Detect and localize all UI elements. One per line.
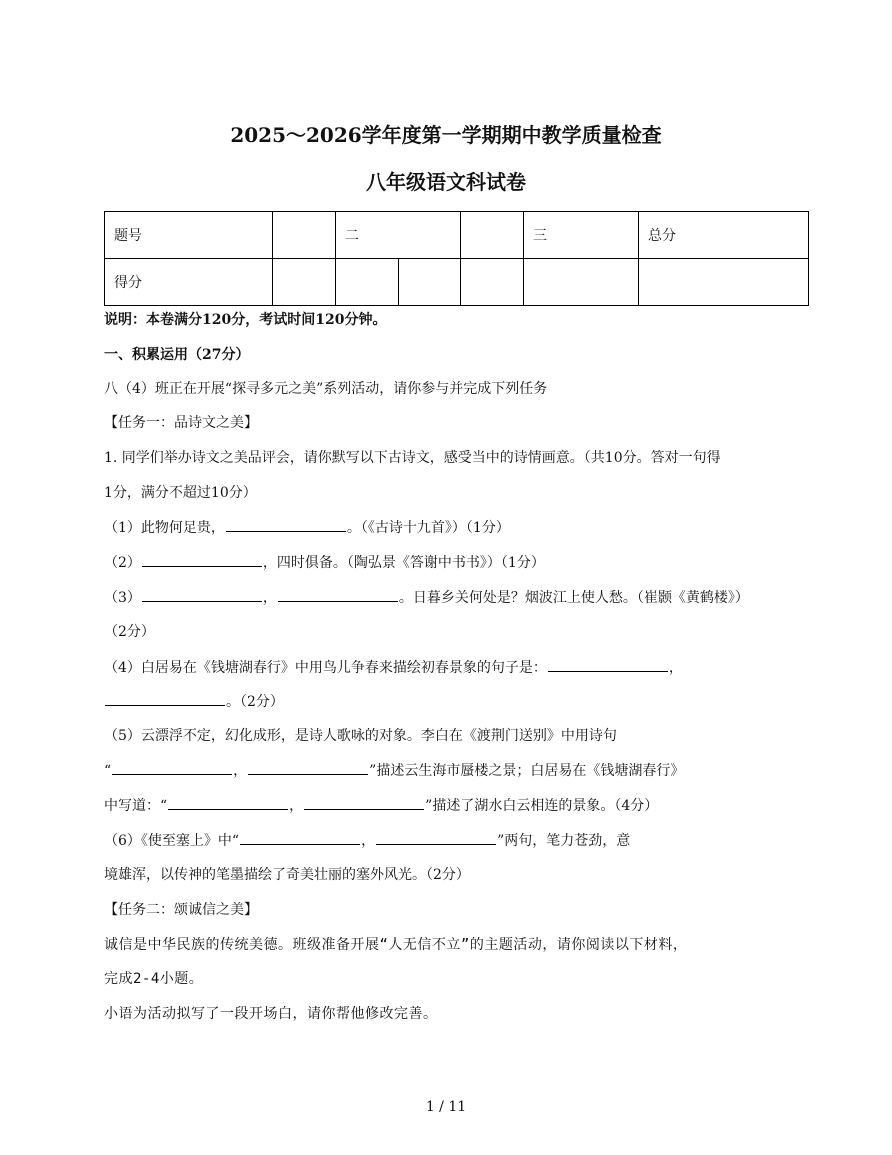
material-instruction: 小语为活动拟写了一段开场白，请你帮他修改完善。: [104, 1006, 438, 1022]
activity-intro: 八（4）班正在开展“探寻多元之美”系列活动，请你参与并完成下列任务: [104, 381, 548, 397]
answer-blank[interactable]: [240, 830, 360, 845]
score-cell: [399, 259, 461, 306]
question-1-5: （5）云漂浮不定，幻化成形，是诗人歌咏的对象。李白在《渡荆门送别》中用诗句: [104, 728, 617, 744]
question-1-1: （1）此物何足贵， 。（《古诗十九首》）（1分）: [104, 517, 510, 538]
header-cell-three: 三: [524, 212, 639, 259]
score-cell: [273, 259, 336, 306]
question-1-4: （4）白居易在《钱塘湖春行》中用鸟儿争春来描绘初春景象的句子是： ，: [104, 657, 683, 678]
question-1-4-cont: 。（2分）: [104, 691, 284, 712]
score-table-score-row: [105, 259, 809, 306]
score-table: [104, 211, 809, 306]
score-cell: [461, 259, 524, 306]
question-1-5-line2: “ ， ”描述云生海市蜃楼之景；白居易在《钱塘湖春行》: [104, 760, 684, 781]
question-1-6-cont: 境雄浑，以传神的笔墨描绘了奇美壮丽的塞外风光。（2分）: [104, 867, 470, 883]
answer-blank[interactable]: [105, 691, 225, 706]
header-cell-two: 二: [336, 212, 461, 259]
answer-blank[interactable]: [112, 760, 232, 775]
question-1-2: （2） ，四时俱备。（陶弘景《答谢中书书》）（1分）: [104, 552, 545, 573]
score-table-header-row: [105, 212, 809, 259]
score-cell-label: 得分: [105, 259, 273, 306]
material-text-cont: 完成2-4小题。: [104, 971, 204, 987]
score-cell: [524, 259, 639, 306]
answer-blank[interactable]: [376, 830, 496, 845]
answer-blank[interactable]: [226, 517, 346, 532]
answer-blank[interactable]: [278, 587, 398, 602]
exam-subtitle: 八年级语文科试卷: [366, 170, 526, 194]
question-1-3: （3） ， 。日暮乡关何处是？烟波江上使人愁。（崔颢《黄鹤楼》）: [104, 587, 749, 608]
header-cell-blank: [461, 212, 524, 259]
section-heading: 一、积累运用（27分）: [104, 347, 250, 363]
question-1-5-line3: 中写道：“ ， ”描述了湖水白云相连的景象。（4分）: [104, 795, 658, 816]
question-1-text: 1. 同学们举办诗文之美品评会，请你默写以下古诗文，感受当中的诗情画意。（共10分。答对一句得: [104, 450, 721, 466]
answer-blank[interactable]: [142, 587, 262, 602]
material-text: 诚信是中华民族的传统美德。班级准备开展“人无信不立”的主题活动，请你阅读以下材料，: [104, 937, 688, 953]
task-one-heading: 【任务一：品诗文之美】: [104, 415, 258, 431]
header-cell-total: 总分: [639, 212, 809, 259]
score-cell-total: [639, 259, 809, 306]
answer-blank[interactable]: [548, 657, 668, 672]
answer-blank[interactable]: [168, 795, 288, 810]
task-two-heading: 【任务二：颂诚信之美】: [104, 902, 258, 918]
answer-blank[interactable]: [304, 795, 424, 810]
page-number: 1 / 11: [425, 1099, 467, 1115]
header-cell-item: 题号: [105, 212, 273, 259]
question-1-3-score: （2分）: [104, 624, 155, 640]
answer-blank[interactable]: [248, 760, 368, 775]
exam-note: 说明：本卷满分120分，考试时间120分钟。: [104, 312, 387, 328]
exam-title: 2025～2026学年度第一学期期中教学质量检查: [230, 123, 662, 147]
score-cell: [336, 259, 399, 306]
answer-blank[interactable]: [142, 552, 262, 567]
question-1-6: （6）《使至塞上》中“ ， ”两句，笔力苍劲，意: [104, 830, 630, 851]
question-1-text-cont: 1分，满分不超过10分）: [104, 485, 257, 501]
header-cell-one: [273, 212, 336, 259]
